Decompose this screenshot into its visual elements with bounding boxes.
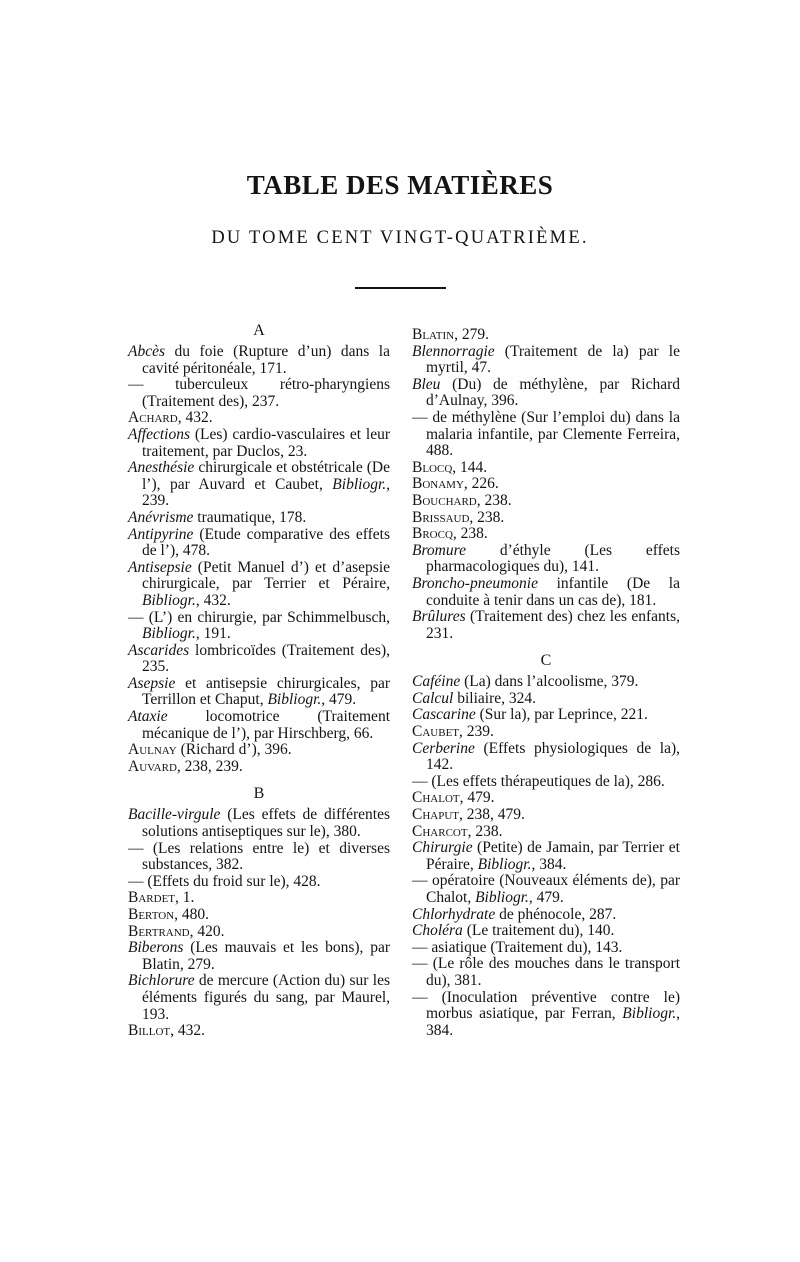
entry-text: de méthylène (Sur l’emploi du) dans la malaria infantile, par Clemente Ferreira, 488.: [426, 408, 680, 460]
index-entry: [128, 807, 390, 840]
entry-page-ref: , 479.: [528, 889, 564, 906]
index-entry: [128, 643, 390, 676]
index-entry: [128, 377, 390, 410]
entry-heading: —: [412, 938, 428, 956]
index-entry: [412, 956, 680, 989]
index-entry: [412, 774, 680, 791]
entry-heading: Brûlures: [412, 608, 466, 626]
entry-heading: Abcès: [128, 343, 166, 360]
entry-citation: Bibliogr.: [322, 475, 387, 493]
entry-heading: Achard: [128, 409, 178, 427]
entry-text: (Inoculation préventive contre le) morbus asiatique, par Ferran,: [426, 988, 680, 1023]
entry-heading: Auvard: [128, 757, 177, 775]
index-entry: [128, 841, 390, 874]
entry-heading: Bichlorure: [128, 972, 195, 990]
entry-text: , 479.: [459, 789, 495, 807]
entry-text: d’éthyle (Les effets pharmacologiques du), 141.: [426, 541, 680, 576]
entry-heading: Bacille-virgule: [128, 806, 221, 824]
index-entry: [412, 807, 680, 824]
entry-text: , 238.: [452, 525, 488, 543]
entry-page-ref: , 432.: [195, 591, 231, 609]
entry-heading: Ascarides: [128, 641, 190, 659]
entry-heading: Bouchard: [412, 491, 477, 509]
page-subtitle: DU TOME CENT VINGT-QUATRIÈME.: [211, 228, 589, 248]
entry-text: (Le traitement du), 140.: [462, 922, 615, 940]
index-entry: [128, 410, 390, 427]
entry-text: , 238.: [476, 491, 512, 509]
entry-citation: Bibliogr.: [142, 625, 196, 643]
index-column-left: [128, 320, 390, 1040]
entry-heading: Anévrisme: [128, 508, 194, 526]
index-entry: [412, 377, 680, 410]
entry-text: (Les mauvais et les bons), par Blatin, 279.: [142, 939, 390, 973]
index-entry: [128, 759, 390, 776]
entry-heading: —: [128, 376, 144, 394]
entry-heading: —: [412, 872, 428, 890]
entry-text: (Sur la), par Leprince, 221.: [475, 706, 648, 724]
index-entry: [128, 907, 390, 924]
index-entry: [412, 526, 680, 543]
index-entry: [128, 890, 390, 907]
entry-heading: Chalot: [412, 789, 460, 807]
entry-text: (Petite) de Jamain, par Terrier et Péraire,: [426, 839, 680, 873]
entry-heading: Antipyrine: [128, 525, 194, 543]
entry-text: , 420.: [189, 922, 225, 940]
entry-text: , 238, 479.: [459, 806, 525, 824]
entry-text: (Traitement des) chez les enfants, 231.: [426, 608, 680, 642]
entry-heading: —: [128, 839, 144, 857]
section-letter: B: [253, 785, 265, 803]
entry-heading: Blennorragie: [412, 342, 495, 360]
entry-text: (L’) en chirurgie, par Schimmelbusch,: [143, 608, 390, 626]
index-entry: [412, 576, 680, 609]
entry-text: de phénocole, 287.: [495, 905, 617, 923]
entry-heading: Blocq: [412, 458, 453, 476]
entry-text: traumatique, 178.: [193, 508, 307, 526]
title-divider: [355, 287, 446, 289]
entry-text: (Effets physiologiques de la), 142.: [426, 739, 680, 774]
entry-page-ref: , 384.: [426, 1005, 681, 1039]
index-entry: [128, 940, 390, 973]
entry-heading: Caféine: [412, 673, 461, 691]
entry-text: locomotrice (Traitement mécanique de l’), par Hirschberg, 66.: [142, 708, 390, 742]
entry-heading: Bleu: [412, 375, 441, 393]
index-entry: [412, 460, 680, 477]
index-entry: [412, 543, 680, 576]
index-entry: [128, 709, 390, 742]
index-entry: [412, 940, 680, 957]
entry-heading: Bertrand: [128, 922, 190, 940]
index-entry: [412, 790, 680, 807]
index-entry: [128, 527, 390, 560]
entry-heading: Affections: [128, 425, 190, 443]
index-entry: [412, 824, 680, 841]
entry-heading: —: [128, 872, 144, 890]
entry-text: biliaire, 324.: [453, 689, 536, 707]
entry-heading: Billot: [128, 1022, 171, 1040]
index-entry: [412, 327, 680, 344]
entry-citation: Bibliogr.: [615, 1005, 677, 1023]
entry-heading: Bonamy: [412, 475, 464, 493]
entry-text: , 226.: [463, 475, 499, 493]
entry-text: , 432.: [177, 409, 213, 427]
entry-page-ref: , 191.: [195, 625, 231, 643]
entry-heading: Anesthésie: [128, 459, 195, 477]
index-entry: [412, 674, 680, 691]
entry-heading: Chaput: [412, 806, 460, 824]
entry-text: tuberculeux rétro-pharyngiens (Traitement des), 237.: [142, 376, 390, 410]
entry-text: (Les effets de différentes solutions antiseptiques sur le), 380.: [142, 806, 390, 841]
entry-text: , 279.: [454, 326, 489, 343]
entry-text: (Du) de méthylène, par Richard d’Aulnay, 396.: [426, 375, 680, 410]
entry-heading: Blatin: [412, 326, 455, 343]
index-entry: [412, 990, 680, 1040]
section-letter: C: [540, 652, 552, 670]
entry-heading: Antisepsie: [128, 558, 192, 576]
entry-text: infantile (De la conduite à tenir dans un cas de), 181.: [426, 574, 680, 609]
entry-text: , 432.: [170, 1022, 205, 1040]
entry-text: (Les effets thérapeutiques de la), 286.: [427, 772, 665, 790]
index-entry: [128, 510, 390, 527]
index-entry: [128, 676, 390, 709]
entry-text: , 1.: [175, 889, 195, 907]
entry-heading: Choléra: [412, 922, 463, 940]
index-entry: [412, 840, 680, 873]
entry-heading: Biberons: [128, 939, 184, 957]
index-entry: [128, 460, 390, 510]
index-entry: [128, 973, 390, 1023]
index-entry: [412, 873, 680, 906]
entry-text: lombricoïdes (Traitement des), 235.: [142, 641, 390, 676]
index-entry: [128, 742, 390, 759]
entry-text: , 480.: [174, 906, 210, 923]
entry-citation: Bibliogr.: [473, 855, 532, 873]
index-entry: [412, 493, 680, 510]
entry-text: (Etude comparative des effets de l’), 478.: [142, 525, 390, 560]
entry-citation: Bibliogr.: [471, 889, 529, 906]
entry-heading: Berton: [128, 906, 175, 923]
entry-text: du foie (Rupture d’un) dans la cavité péritonéale, 171.: [142, 343, 390, 377]
entry-heading: —: [412, 408, 428, 426]
entry-heading: Ataxie: [128, 708, 168, 726]
index-entry: [412, 923, 680, 940]
index-entry: [412, 510, 680, 527]
entry-heading: Caubet: [412, 723, 460, 741]
entry-text: (Les relations entre le) et diverses substances, 382.: [142, 839, 390, 874]
index-entry: [128, 1023, 390, 1040]
entry-heading: —: [412, 955, 428, 973]
index-entry: [412, 476, 680, 493]
index-entry: [412, 707, 680, 724]
entry-heading: Chirurgie: [412, 839, 473, 857]
index-entry: [128, 610, 390, 643]
entry-text: , 144.: [452, 458, 488, 476]
entry-heading: Chlorhydrate: [412, 905, 496, 923]
entry-text: , 238.: [469, 508, 505, 526]
section-letter: A: [253, 322, 265, 339]
entry-text: (Le rôle des mouches dans le transport du), 381.: [426, 955, 680, 989]
entry-heading: Broncho-pneumonie: [412, 574, 538, 592]
entry-citation: Bibliogr.: [263, 691, 322, 709]
page-title: TABLE DES MATIÈRES: [246, 170, 554, 200]
index-entry: [412, 907, 680, 924]
entry-heading: Brissaud: [412, 508, 470, 526]
entry-text: opératoire (Nouveaux éléments de), par Chalot,: [426, 872, 680, 906]
index-column-right: [412, 327, 680, 1039]
index-entry: [128, 427, 390, 460]
entry-text: de mercure (Action du) sur les éléments figurés du sang, par Maurel, 193.: [142, 972, 390, 1023]
entry-text: , 239.: [459, 723, 494, 741]
index-entry: [128, 344, 390, 377]
entry-heading: Charcot: [412, 822, 468, 840]
entry-heading: Calcul: [412, 689, 454, 707]
entry-heading: —: [412, 772, 428, 790]
entry-page-ref: , 239.: [142, 475, 391, 510]
entry-heading: Asepsie: [128, 674, 176, 692]
index-entry: [412, 344, 680, 377]
entry-page-ref: , 384.: [531, 855, 567, 873]
entry-text: chirurgicale et obstétricale (De l’), par Auvard et Caubet,: [142, 459, 390, 493]
entry-text: et antisepsie chirurgicales, par Terrillon et Chaput,: [142, 674, 390, 709]
index-entry: [128, 874, 390, 891]
entry-text: (Traitement de la) par le myrtil, 47.: [426, 342, 680, 377]
entry-heading: Cascarine: [412, 706, 476, 724]
entry-heading: Cerberine: [412, 739, 475, 757]
entry-text: (Les) cardio-vasculaires et leur traitement, par Duclos, 23.: [142, 425, 390, 460]
entry-heading: Aulnay: [128, 741, 177, 759]
entry-text: (Richard d’), 396.: [176, 741, 292, 759]
entry-text: , 238, 239.: [176, 757, 243, 775]
index-entry: [412, 724, 680, 741]
index-entry: [412, 741, 680, 774]
entry-text: (Effets du froid sur le), 428.: [143, 872, 321, 890]
index-entry: [412, 609, 680, 642]
entry-text: , 238.: [467, 822, 503, 840]
entry-text: (La) dans l’alcoolisme, 379.: [460, 673, 639, 691]
entry-heading: Brocq: [412, 525, 453, 543]
entry-citation: Bibliogr.: [142, 591, 196, 609]
index-entry: [412, 410, 680, 460]
entry-heading: —: [128, 608, 144, 626]
index-entry: [128, 560, 390, 610]
entry-heading: —: [412, 988, 428, 1006]
entry-page-ref: , 479.: [321, 691, 357, 709]
entry-heading: Bardet: [128, 889, 176, 907]
index-entry: [128, 924, 390, 941]
entry-text: (Petit Manuel d’) et d’asepsie chirurgicale, par Terrier et Péraire,: [142, 558, 390, 593]
entry-heading: Bromure: [412, 541, 466, 559]
entry-text: asiatique (Traitement du), 143.: [427, 938, 623, 956]
index-entry: [412, 691, 680, 708]
